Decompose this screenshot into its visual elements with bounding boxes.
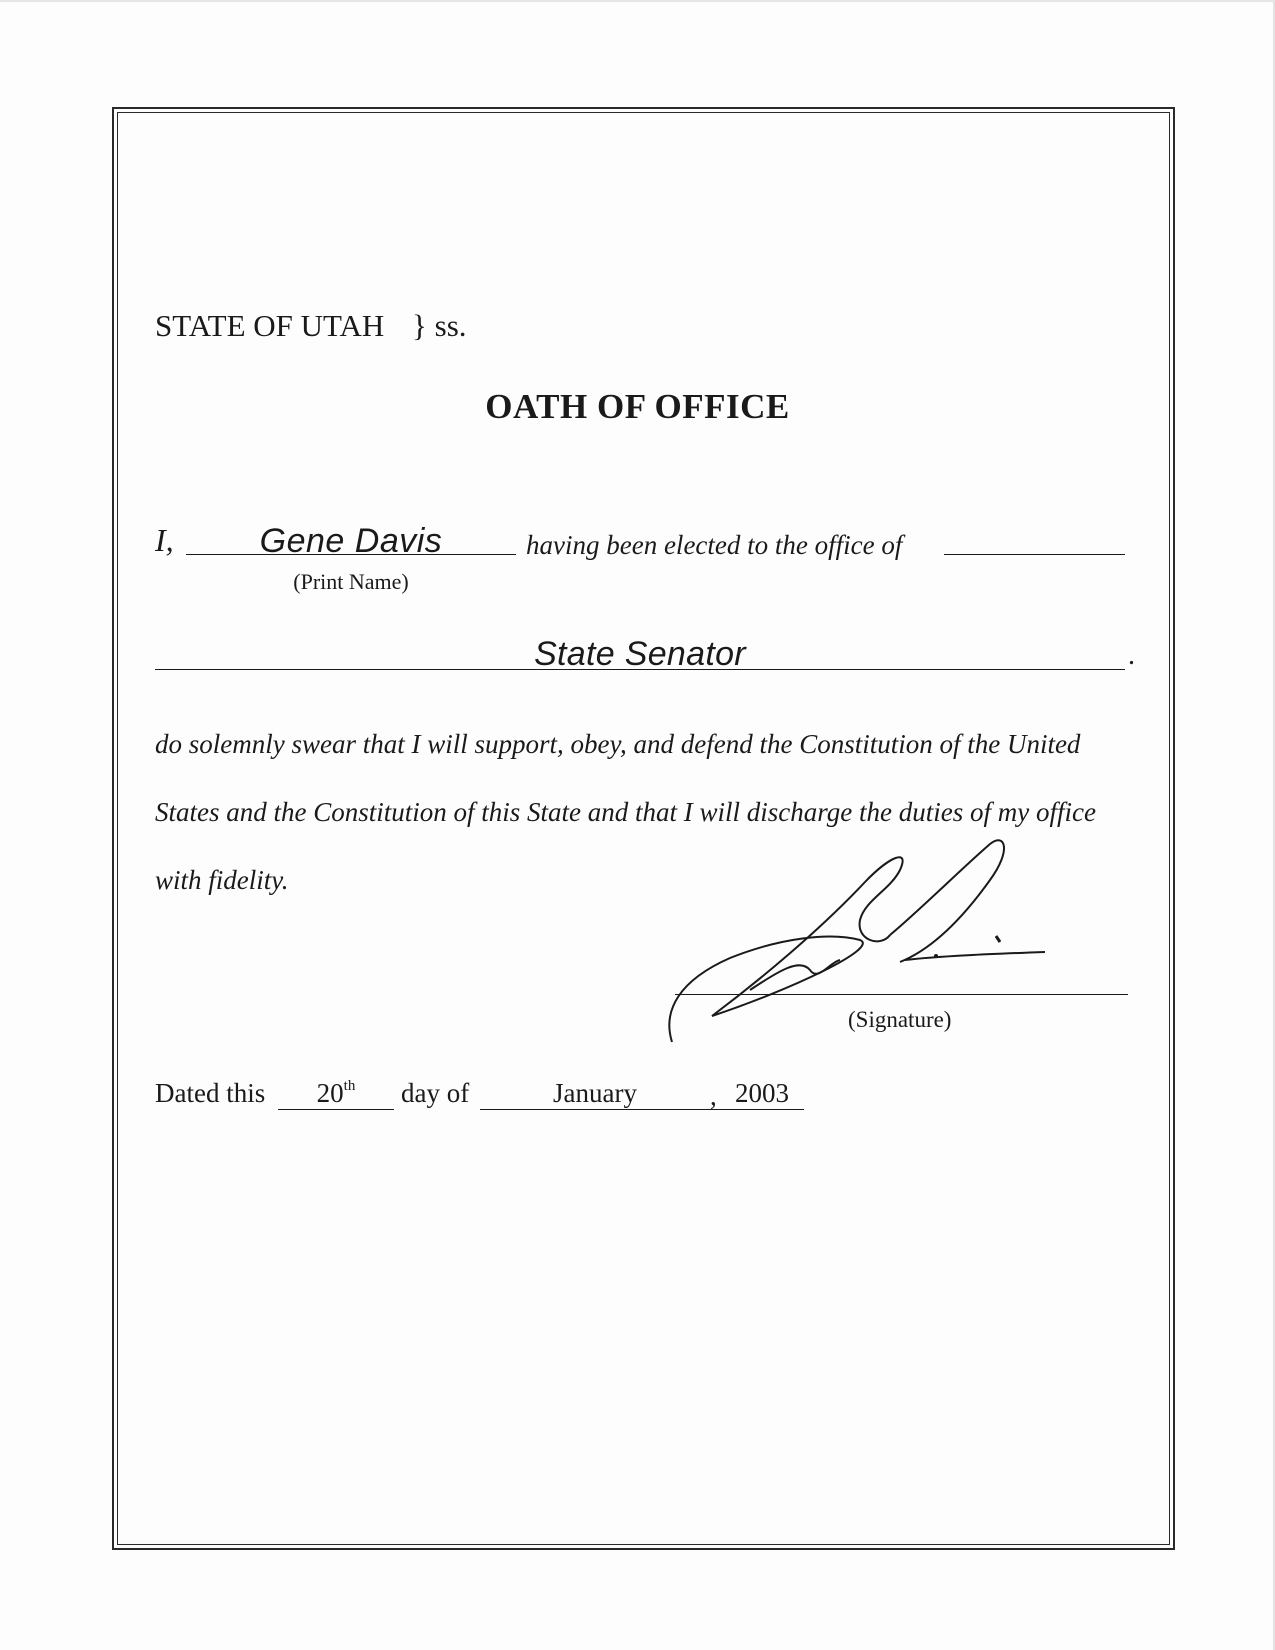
state-venue-line [155, 308, 467, 344]
signature-line [675, 994, 1128, 995]
office-value: State Senator [534, 635, 746, 673]
month-value: January [553, 1078, 637, 1108]
day-underline [278, 1109, 394, 1110]
print-name-value: Gene Davis [259, 522, 443, 560]
day-of-label: day of [401, 1078, 470, 1108]
oath-text: do solemnly swear that I will support, obey, and defend the Constitution of the United States and the Constitution of this State and that I will discharge the duties of my office with fidelity. [155, 729, 1096, 895]
state-brace: } [412, 308, 427, 343]
year-value: 2003 [735, 1078, 789, 1108]
office-underline-top [944, 554, 1125, 555]
year-separator: , [710, 1081, 717, 1111]
office-period: . [1128, 640, 1135, 671]
print-name-caption: (Print Name) [293, 569, 409, 594]
pronoun: I, [155, 522, 174, 558]
day-suffix: th [343, 1078, 356, 1094]
office-underline [155, 669, 1125, 670]
elected-text: having been elected to the office of [526, 530, 903, 560]
signature-caption: (Signature) [848, 1007, 952, 1032]
month-year-underline [480, 1109, 804, 1110]
document-title: OATH OF OFFICE [485, 387, 790, 426]
print-name-underline [186, 554, 516, 555]
day-value [278, 1078, 394, 1109]
day-number: 20 [316, 1078, 344, 1108]
dated-prefix: Dated this [155, 1078, 266, 1108]
state-suffix: ss. [434, 308, 467, 343]
dated-line [155, 1078, 265, 1109]
state-label: STATE OF UTAH [155, 308, 385, 343]
